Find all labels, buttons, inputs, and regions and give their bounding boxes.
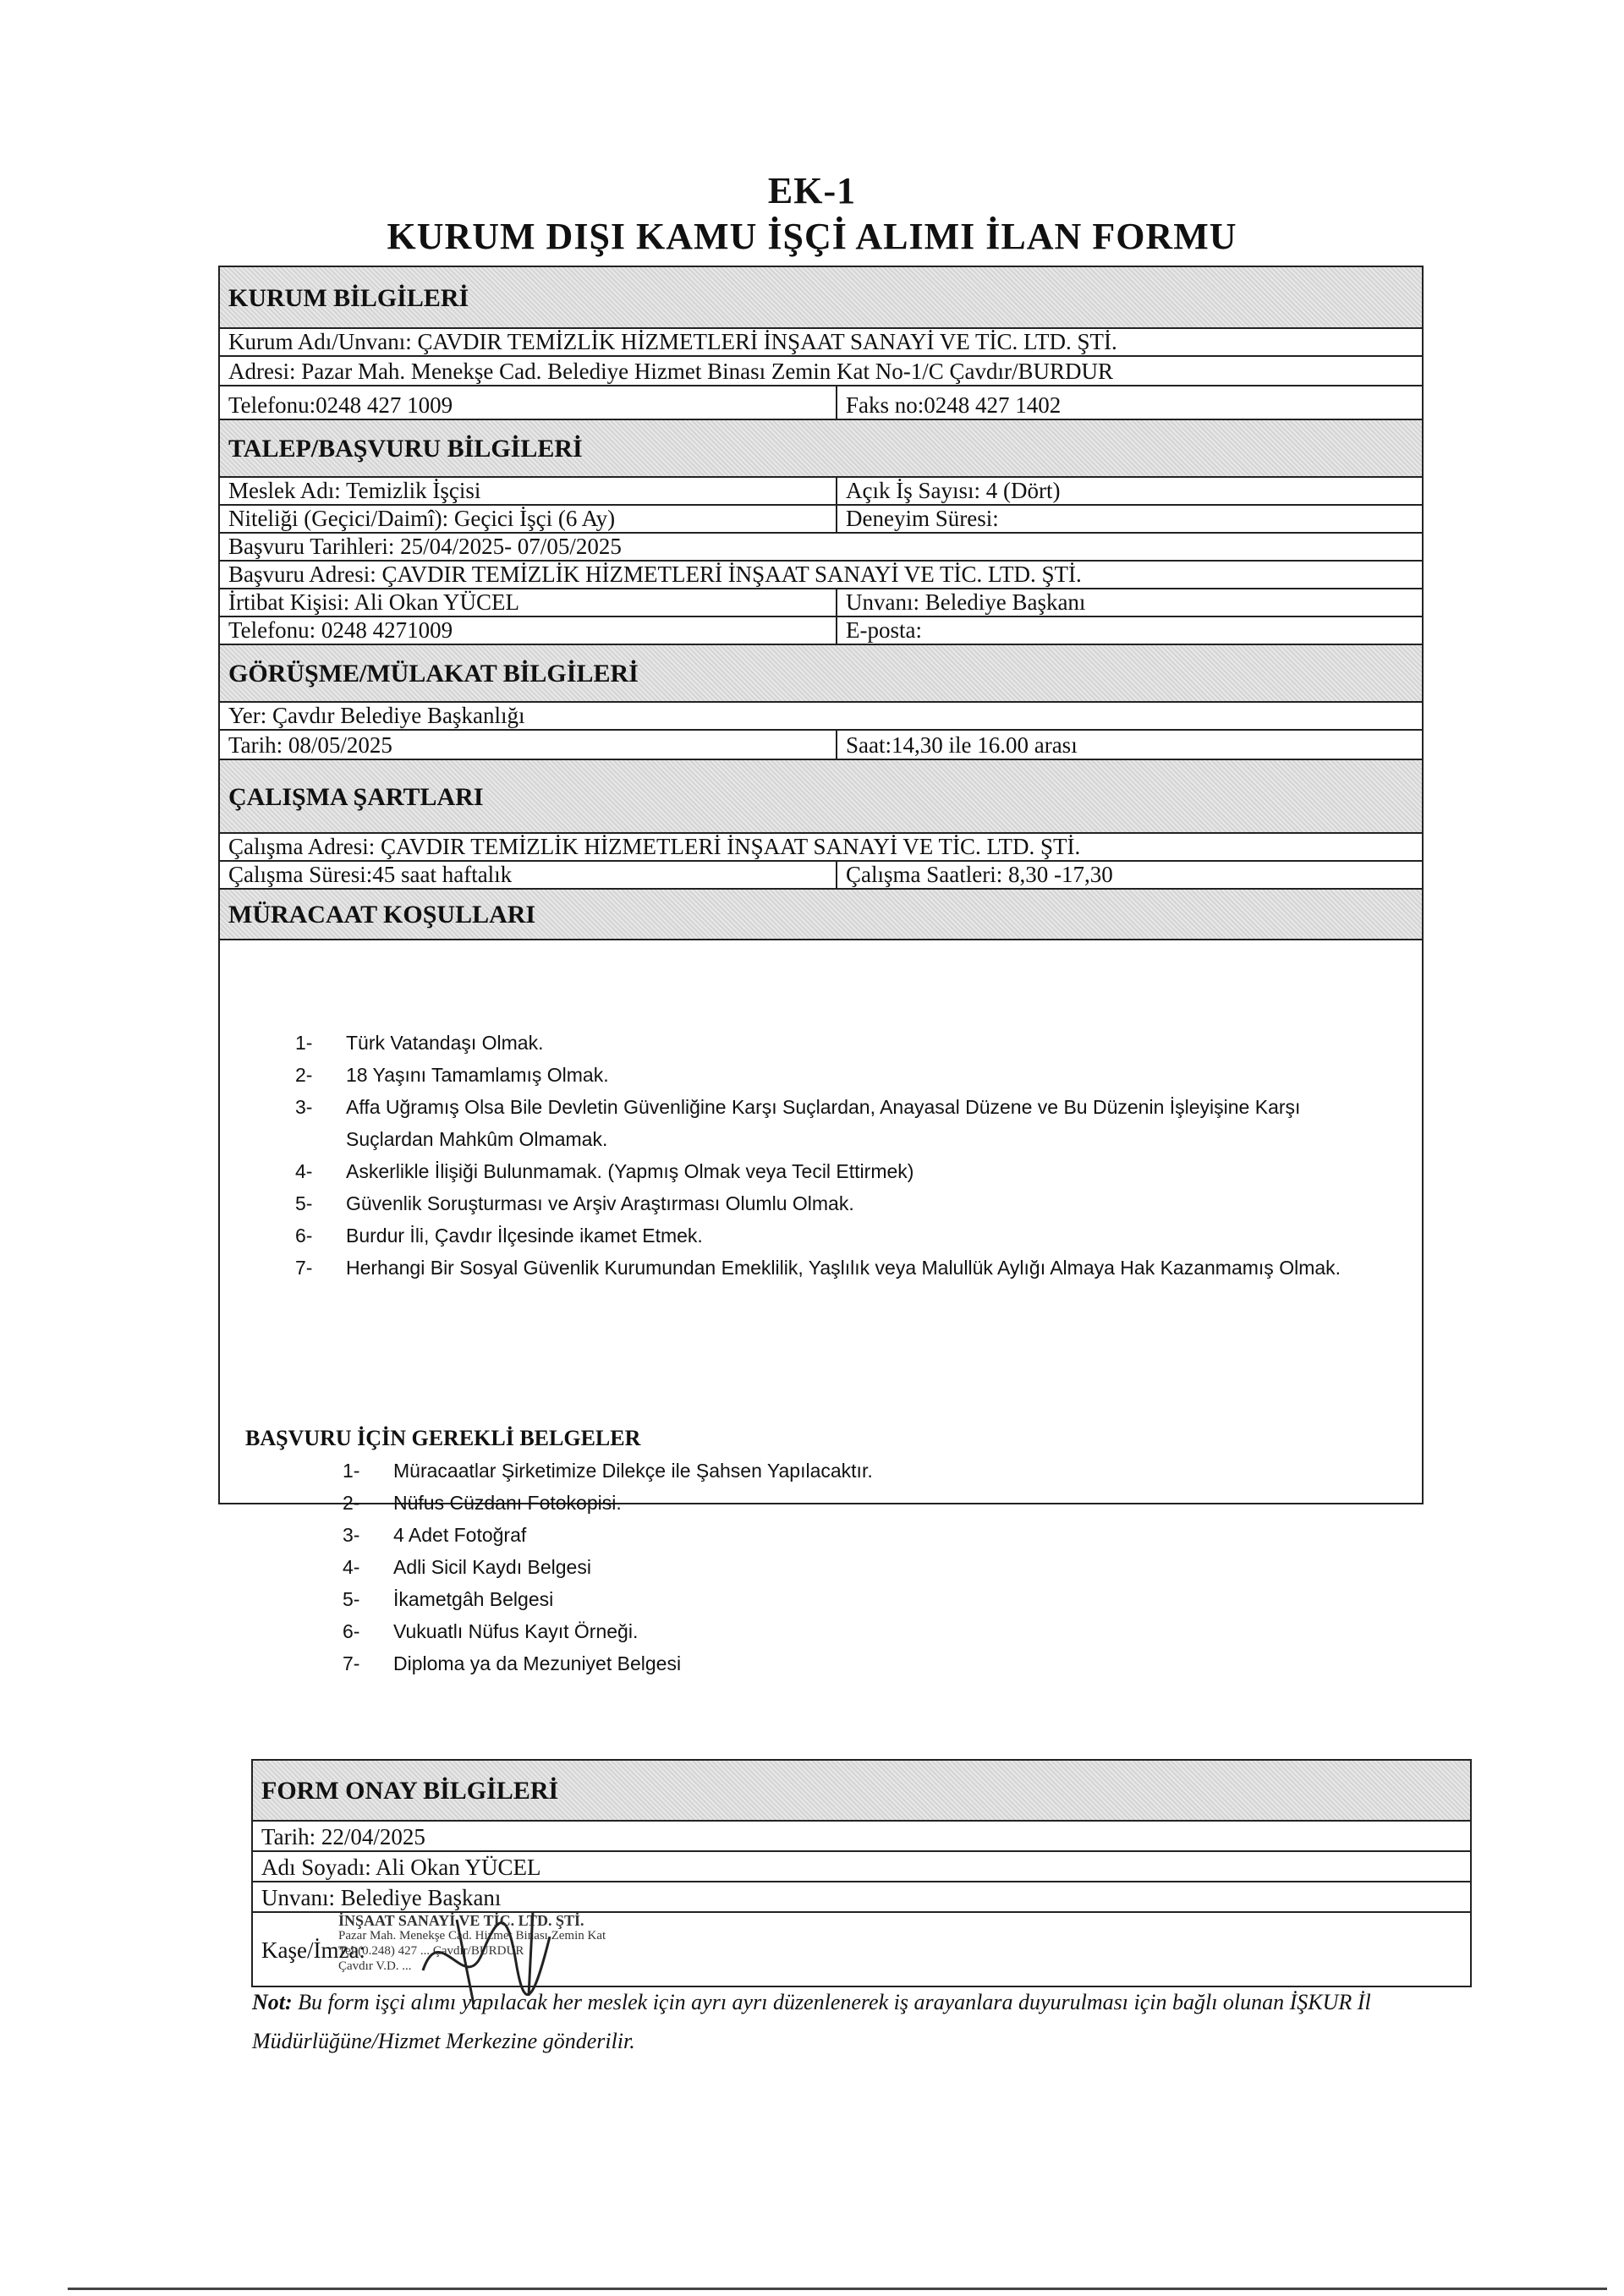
page-bottom-line	[68, 2288, 1607, 2290]
kurum-faks: Faks no:0248 427 1402	[846, 392, 1062, 418]
item-text: Nüfus Cüzdanı Fotokopisi.	[393, 1492, 622, 1514]
irtibat-telefon: Telefonu: 0248 4271009	[220, 617, 837, 644]
item-number: 3-	[343, 1524, 360, 1546]
list-item	[295, 1059, 1344, 1091]
item-text: Vukuatlı Nüfus Kayıt Örneği.	[393, 1620, 639, 1642]
list-item	[295, 1187, 1344, 1219]
list-item	[295, 1252, 1344, 1284]
meslek-adi: Meslek Adı: Temizlik İşçisi	[220, 478, 837, 504]
onay-unvan: Unvanı: Belediye Başkanı	[261, 1885, 502, 1910]
annex-label: EK-1	[767, 170, 857, 211]
belgeler-list	[343, 1455, 1358, 1680]
belgeler-heading: BAŞVURU İÇİN GEREKLİ BELGELER	[245, 1426, 641, 1450]
form-title: KURUM DIŞI KAMU İŞÇİ ALIMI İLAN FORMU	[387, 216, 1237, 257]
gorusme-tarih: Tarih: 08/05/2025	[220, 731, 837, 759]
section-header-calisma: ÇALIŞMA ŞARTLARI	[220, 760, 1422, 832]
item-text: Müracaatlar Şirketimize Dilekçe ile Şahsen Yapılacaktır.	[393, 1460, 873, 1482]
item-text: Türk Vatandaşı Olmak.	[346, 1032, 544, 1054]
list-item	[343, 1487, 1358, 1519]
calisma-adresi: Çalışma Adresi: ÇAVDIR TEMİZLİK HİZMETLERİ İNŞAAT SANAYİ VE TİC. LTD. ŞTİ.	[228, 834, 1081, 859]
list-item	[295, 1155, 1344, 1187]
basvuru-tarihleri: Başvuru Tarihleri: 25/04/2025- 07/05/2025	[228, 534, 622, 559]
item-number: 7-	[295, 1257, 313, 1279]
onay-tarih: Tarih: 22/04/2025	[261, 1824, 425, 1849]
section-header-talep: TALEP/BAŞVURU BİLGİLERİ	[220, 420, 1422, 476]
calisma-saatleri: Çalışma Saatleri: 8,30 -17,30	[846, 862, 1113, 887]
list-item	[343, 1455, 1358, 1487]
item-number: 6-	[343, 1620, 360, 1642]
e-posta: E-posta:	[846, 617, 922, 643]
footnote	[252, 1983, 1453, 2061]
stamp-line: Tel:(0.248) 427 ... Çavdır/BURDUR	[338, 1944, 524, 1958]
niteligi: Niteliği (Geçici/Daimî): Geçici İşçi (6 Ay)	[220, 506, 837, 532]
item-number: 5-	[343, 1588, 360, 1610]
stamp-line: Çavdır V.D. ...	[338, 1959, 412, 1973]
kase-imza: Kaşe/İmza:	[261, 1937, 365, 1963]
note-label: Not:	[252, 1990, 293, 2014]
list-item	[343, 1583, 1358, 1615]
item-text: 4 Adet Fotoğraf	[393, 1524, 527, 1546]
kurum-adres: Adresi: Pazar Mah. Menekşe Cad. Belediye Hizmet Binası Zemin Kat No-1/C Çavdır/BURDUR	[228, 359, 1114, 384]
stamp-line: Pazar Mah. Menekşe Cad. Hizmet Binası Zemin Kat	[338, 1929, 606, 1943]
item-number: 3-	[295, 1096, 313, 1118]
onay-adi-soyadi: Adı Soyadı: Ali Okan YÜCEL	[261, 1855, 541, 1880]
item-text: Burdur İli, Çavdır İlçesinde ikamet Etmek.	[346, 1225, 703, 1247]
item-number: 2-	[343, 1492, 360, 1514]
item-number: 1-	[295, 1032, 313, 1054]
item-number: 4-	[295, 1160, 313, 1182]
gorusme-yer: Yer: Çavdır Belediye Başkanlığı	[228, 703, 525, 728]
item-text: Adli Sicil Kaydı Belgesi	[393, 1556, 591, 1578]
note-text: Bu form işçi alımı yapılacak her meslek için ayrı ayrı düzenlenerek iş arayanlara duyurulması için bağlı olunan İŞKUR İl Müdürlüğüne/Hizmet Merkezine gönderilir.	[252, 1990, 1371, 2053]
list-item	[343, 1519, 1358, 1551]
list-item	[343, 1615, 1358, 1647]
item-number: 5-	[295, 1192, 313, 1214]
list-item	[343, 1551, 1358, 1583]
item-text: Affa Uğramış Olsa Bile Devletin Güvenliğine Karşı Suçlardan, Anayasal Düzene ve Bu Düzenin İşleyişine Karşı Suçlardan Mahkûm Olmamak.	[346, 1096, 1301, 1150]
list-item	[295, 1091, 1344, 1155]
kurum-adi: Kurum Adı/Unvanı: ÇAVDIR TEMİZLİK HİZMETLERİ İNŞAAT SANAYİ VE TİC. LTD. ŞTİ.	[228, 329, 1117, 354]
list-item	[295, 1027, 1344, 1059]
kurum-telefon: Telefonu:0248 427 1009	[220, 386, 837, 419]
item-text: Diploma ya da Mezuniyet Belgesi	[393, 1652, 682, 1674]
section-header-gorusme: GÖRÜŞME/MÜLAKAT BİLGİLERİ	[220, 645, 1422, 701]
irtibat-kisisi: İrtibat Kişisi: Ali Okan YÜCEL	[220, 589, 837, 616]
item-number: 2-	[295, 1064, 313, 1086]
irtibat-unvani: Unvanı: Belediye Başkanı	[846, 589, 1086, 615]
list-item	[295, 1219, 1344, 1252]
acik-is-sayisi: Açık İş Sayısı: 4 (Dört)	[846, 478, 1061, 503]
item-text: Herhangi Bir Sosyal Güvenlik Kurumundan Emeklilik, Yaşlılık veya Malullük Aylığı Almaya Hak Kazanmamış Olmak.	[346, 1257, 1341, 1279]
item-number: 4-	[343, 1556, 360, 1578]
gorusme-saat: Saat:14,30 ile 16.00 arası	[846, 732, 1078, 758]
item-text: İkametgâh Belgesi	[393, 1588, 554, 1610]
main-form-table	[218, 266, 1424, 1504]
section-header-kurum: KURUM BİLGİLERİ	[220, 267, 1422, 327]
item-number: 6-	[295, 1225, 313, 1247]
item-text: Güvenlik Soruşturması ve Arşiv Araştırması Olumlu Olmak.	[346, 1192, 854, 1214]
list-item	[343, 1647, 1358, 1680]
item-text: Askerlikle İlişiği Bulunmamak. (Yapmış Olmak veya Tecil Ettirmek)	[346, 1160, 914, 1182]
section-header-muracaat: MÜRACAAT KOŞULLARI	[220, 890, 1422, 939]
section-header-onay: FORM ONAY BİLGİLERİ	[253, 1761, 1470, 1820]
deneyim-suresi: Deneyim Süresi:	[846, 506, 999, 531]
calisma-suresi: Çalışma Süresi:45 saat haftalık	[220, 862, 837, 888]
stamp-line: İNŞAAT SANAYİ VE TİC. LTD. ŞTİ.	[338, 1912, 584, 1929]
basvuru-adresi: Başvuru Adresi: ÇAVDIR TEMİZLİK HİZMETLERİ İNŞAAT SANAYİ VE TİC. LTD. ŞTİ.	[228, 562, 1082, 587]
muracaat-list	[295, 1027, 1344, 1284]
item-number: 1-	[343, 1460, 360, 1482]
item-number: 7-	[343, 1652, 360, 1674]
item-text: 18 Yaşını Tamamlamış Olmak.	[346, 1064, 609, 1086]
